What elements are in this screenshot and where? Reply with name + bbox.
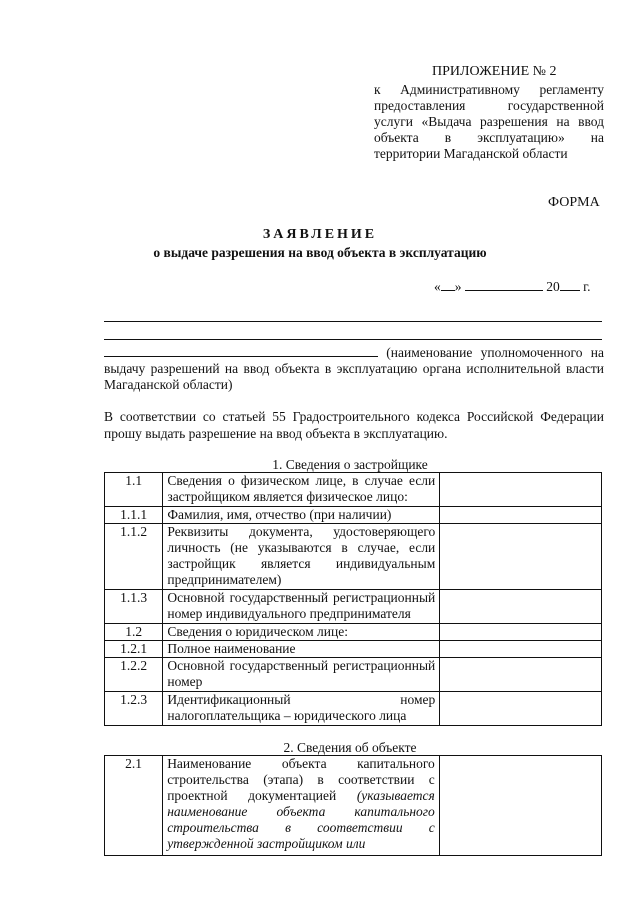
authority-blank-line-1[interactable] [104, 321, 602, 322]
row-number: 1.2.1 [105, 641, 163, 658]
row-number: 1.1.2 [105, 524, 163, 590]
row-value-field[interactable] [440, 692, 602, 726]
table-row [105, 524, 602, 590]
object-info-table [104, 755, 602, 856]
object-name-hint: (указывается наименование объекта капитального строительства в соответствии с утвержденной застройщиком или [167, 788, 435, 851]
intro-paragraph: В соответствии со статьей 55 Градостроительного кодекса Российской Федерации прошу выдать разрешение на ввод объекта в эксплуатацию. [104, 409, 604, 441]
table-row [105, 590, 602, 624]
row-value-field[interactable] [440, 658, 602, 692]
row-label: Сведения о физическом лице, в случае если застройщиком является физическое лицо: [163, 473, 440, 507]
row-number: 1.2.3 [105, 692, 163, 726]
table-row [105, 641, 602, 658]
row-value-field[interactable] [439, 756, 601, 856]
table-row [105, 507, 602, 524]
year-suffix: г. [583, 279, 591, 294]
row-label: Фамилия, имя, отчество (при наличии) [163, 507, 440, 524]
form-label: ФОРМА [548, 195, 600, 210]
row-number: 1.2.2 [105, 658, 163, 692]
row-label: Реквизиты документа, удостоверяющего личность (не указываются в случае, если застройщик является индивидуальным предпринимателем) [163, 524, 440, 590]
authority-blank-line-2[interactable] [104, 339, 602, 340]
row-value-field[interactable] [440, 524, 602, 590]
row-number: 1.1 [105, 473, 163, 507]
table-row [105, 756, 602, 856]
document-title: ЗАЯВЛЕНИЕ [262, 227, 378, 242]
section1-title: 1. Сведения о застройщике [272, 457, 428, 472]
row-value-field[interactable] [440, 624, 602, 641]
annex-reference: к Административному регламенту предоставления государственной услуги «Выдача разрешения на ввод объекта в эксплуатацию» на территории Магаданской области [374, 82, 604, 161]
row-number: 2.1 [105, 756, 163, 856]
table-row [105, 624, 602, 641]
year-prefix: 20 [546, 279, 560, 294]
annex-title: ПРИЛОЖЕНИЕ № 2 [432, 64, 557, 79]
row-number: 1.1.3 [105, 590, 163, 624]
authority-blank-line-3[interactable] [104, 343, 378, 357]
developer-info-table [104, 472, 602, 726]
authority-caption-block [104, 343, 604, 393]
row-label: Основной государственный регистрационный номер индивидуального предпринимателя [163, 590, 440, 624]
row-value-field[interactable] [440, 641, 602, 658]
month-blank[interactable] [465, 278, 543, 291]
row-label: Полное наименование [163, 641, 440, 658]
object-name-label: Наименование объекта капитального строительства (этапа) в соответствии с проектной документацией [167, 756, 435, 803]
section2-title: 2. Сведения об объекте [283, 740, 417, 755]
row-label [163, 756, 440, 856]
row-label: Основной государственный регистрационный номер [163, 658, 440, 692]
table-row [105, 658, 602, 692]
date-close-quote: » [454, 279, 462, 294]
table-row [105, 473, 602, 507]
row-value-field[interactable] [440, 473, 602, 507]
authority-caption: (наименование уполномоченного на выдачу разрешений на ввод объекта в эксплуатацию органа исполнительной власти Магаданской области) [104, 345, 605, 392]
row-value-field[interactable] [440, 590, 602, 624]
row-value-field[interactable] [440, 507, 602, 524]
date-open-quote: « [434, 279, 441, 294]
date-field[interactable] [434, 278, 591, 295]
table-row [105, 692, 602, 726]
year-blank[interactable] [560, 278, 580, 291]
row-label: Сведения о юридическом лице: [163, 624, 440, 641]
row-number: 1.2 [105, 624, 163, 641]
document-subtitle: о выдаче разрешения на ввод объекта в эксплуатацию [153, 245, 487, 260]
row-label: Идентификационный номер налогоплательщика – юридического лица [163, 692, 440, 726]
row-number: 1.1.1 [105, 507, 163, 524]
day-blank[interactable] [441, 278, 455, 291]
